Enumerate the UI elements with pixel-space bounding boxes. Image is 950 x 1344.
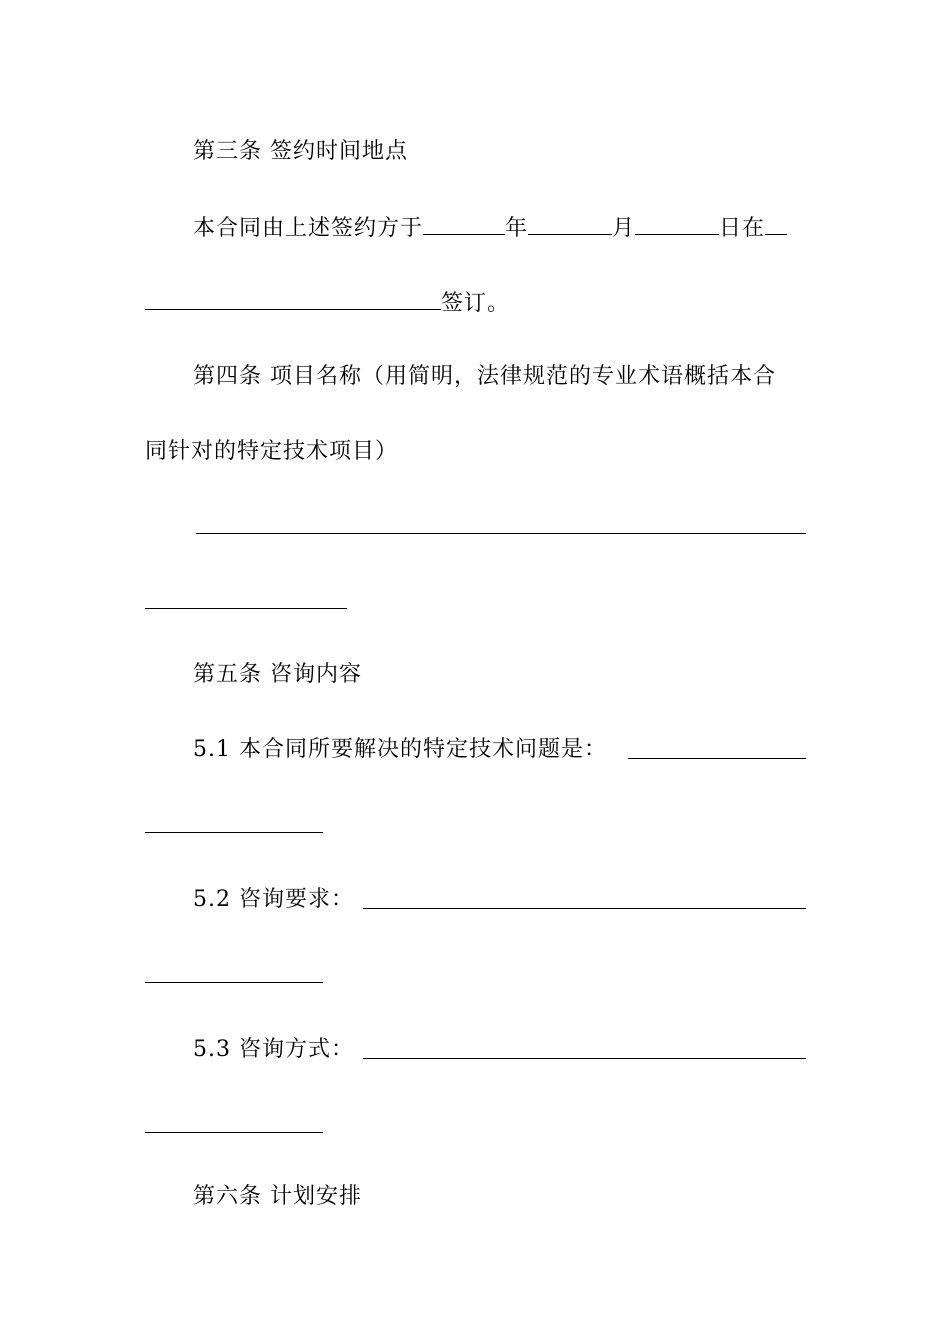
item-5-3: 5.3 咨询方式： [193, 1037, 354, 1062]
project-name-blank-cont [145, 608, 347, 609]
month-label: 月 [612, 216, 636, 241]
project-name-blank [196, 533, 806, 534]
article3-heading: 第三条 签约时间地点 [193, 139, 408, 164]
item-5-1-blank-cont [145, 832, 323, 833]
item-5-2: 5.2 咨询要求： [193, 887, 354, 912]
article3-paragraph [193, 212, 787, 244]
item-5-3-blank-cont [145, 1132, 323, 1133]
article5-heading: 第五条 咨询内容 [193, 662, 362, 687]
day-at-label: 日在 [719, 216, 766, 241]
article3-paragraph-cont [145, 287, 510, 319]
signed-label: 签订。 [441, 291, 511, 316]
article6-heading: 第六条 计划安排 [193, 1184, 362, 1209]
month-blank [528, 212, 612, 235]
item-5-3-blank [363, 1058, 806, 1059]
item-5-1-blank [628, 758, 806, 759]
place-blank [145, 287, 441, 310]
item-5-1: 5.1 本合同所要解决的特定技术问题是： [193, 737, 607, 762]
year-blank [423, 212, 505, 235]
place-blank-start [765, 212, 787, 235]
day-blank [635, 212, 719, 235]
item-5-2-blank-cont [145, 982, 323, 983]
item-5-2-blank [363, 908, 806, 909]
article4-heading-cont: 同针对的特定技术项目） [145, 439, 399, 464]
year-label: 年 [505, 216, 529, 241]
article4-heading: 第四条 项目名称（用简明，法律规范的专业术语概括本合 [193, 364, 776, 389]
article3-text: 本合同由上述签约方于 [193, 216, 424, 241]
